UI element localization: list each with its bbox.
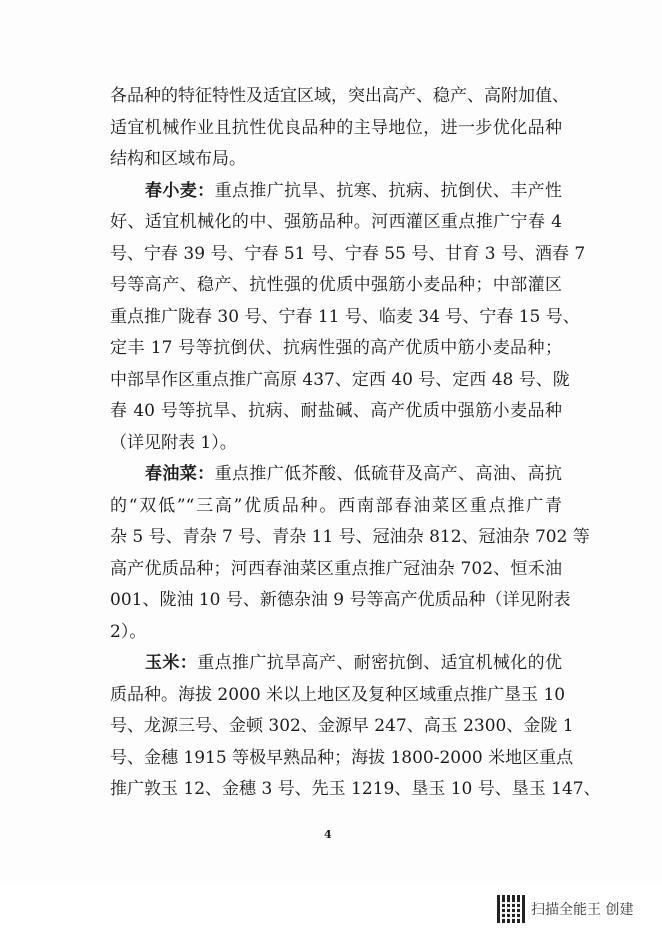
line-text: 推广敦玉 12、金穗 3 号、先玉 1219、垦玉 10 号、垦玉 147、 bbox=[110, 779, 601, 799]
text-line bbox=[110, 588, 571, 612]
text-line bbox=[110, 746, 574, 770]
line-text: 各品种的特征特性及适宜区域，突出高产、稳产、高附加值、 bbox=[110, 86, 569, 106]
line-text: 重点推广低芥酸、低硫苷及高产、高油、高抗 bbox=[214, 464, 563, 484]
line-text: 春 40 号等抗旱、抗病、耐盐碱、高产优质中强筋小麦品种 bbox=[110, 401, 562, 421]
qr-code-icon bbox=[497, 895, 525, 923]
text-line bbox=[145, 651, 562, 675]
line-text: 001、陇油 10 号、新德杂油 9 号等高产优质品种（详见附表 bbox=[110, 590, 571, 610]
page-number: 4 bbox=[324, 828, 332, 841]
line-text: 重点推广抗旱高产、耐密抗倒、适宜机械化的优 bbox=[197, 653, 563, 673]
line-text: （详见附表 1）。 bbox=[110, 432, 237, 453]
line-text: 号、金穗 1915 等极早熟品种；海拔 1800-2000 米地区重点 bbox=[110, 747, 574, 768]
section-label: 玉米： bbox=[145, 653, 198, 673]
text-line bbox=[145, 179, 562, 203]
text-line bbox=[110, 557, 562, 581]
text-line bbox=[110, 84, 569, 108]
line-text: 号、宁春 39 号、宁春 51 号、宁春 55 号、甘育 3 号、酒春 7 bbox=[110, 243, 586, 264]
line-text: 定丰 17 号等抗倒伏、抗病性强的高产优质中筋小麦品种； bbox=[110, 338, 562, 358]
text-line bbox=[110, 242, 586, 266]
line-text: 中部旱作区重点推广高原 437、定西 40 号、定西 48 号、陇 bbox=[110, 369, 570, 390]
text-line bbox=[110, 777, 601, 801]
text-line bbox=[110, 147, 562, 171]
text-line bbox=[110, 431, 562, 455]
line-text: 号等高产、稳产、抗性强的优质中强筋小麦品种；中部灌区 bbox=[110, 275, 562, 295]
text-line bbox=[110, 399, 562, 423]
line-text: 杂 5 号、青杂 7 号、青杂 11 号、冠油杂 812、冠油杂 702 等 bbox=[110, 527, 590, 547]
scanner-watermark bbox=[497, 894, 633, 924]
watermark-text: 扫描全能王 创建 bbox=[531, 902, 634, 918]
text-line bbox=[110, 273, 562, 297]
text-line bbox=[110, 620, 562, 644]
line-text: 好、适宜机械化的中、强筋品种。河西灌区重点推广宁春 4 bbox=[110, 212, 562, 232]
line-text: 结构和区域布局。 bbox=[110, 149, 246, 169]
text-line bbox=[110, 210, 562, 234]
line-text: 高产优质品种；河西春油菜区重点推广冠油杂 702、恒禾油 bbox=[110, 558, 562, 579]
section-label: 春小麦： bbox=[145, 180, 215, 201]
section-label: 春油菜： bbox=[145, 464, 215, 484]
line-text: 重点推广陇春 30 号、宁春 11 号、临麦 34 号、宁春 15 号、 bbox=[110, 306, 580, 327]
text-line bbox=[110, 494, 562, 518]
line-text: 重点推广抗旱、抗寒、抗病、抗倒伏、丰产性 bbox=[214, 180, 563, 201]
text-line bbox=[110, 714, 574, 738]
text-line bbox=[110, 368, 570, 392]
line-text: 2）。 bbox=[110, 621, 147, 642]
text-line bbox=[110, 305, 580, 329]
text-line bbox=[110, 683, 566, 707]
line-text: 质品种。海拔 2000 米以上地区及复种区域重点推广垦玉 10 bbox=[110, 684, 566, 705]
line-text: 号、龙源三号、金顿 302、金源早 247、高玉 2300、金陇 1 bbox=[110, 716, 574, 736]
text-line bbox=[110, 116, 562, 140]
text-line bbox=[110, 525, 590, 549]
line-text: 适宜机械作业且抗性优良品种的主导地位，进一步优化品种 bbox=[110, 117, 562, 138]
text-line bbox=[110, 336, 562, 360]
line-text: 的“双低”“三高”优质品种。西南部春油菜区重点推广青 bbox=[110, 495, 562, 516]
text-line bbox=[145, 462, 562, 486]
